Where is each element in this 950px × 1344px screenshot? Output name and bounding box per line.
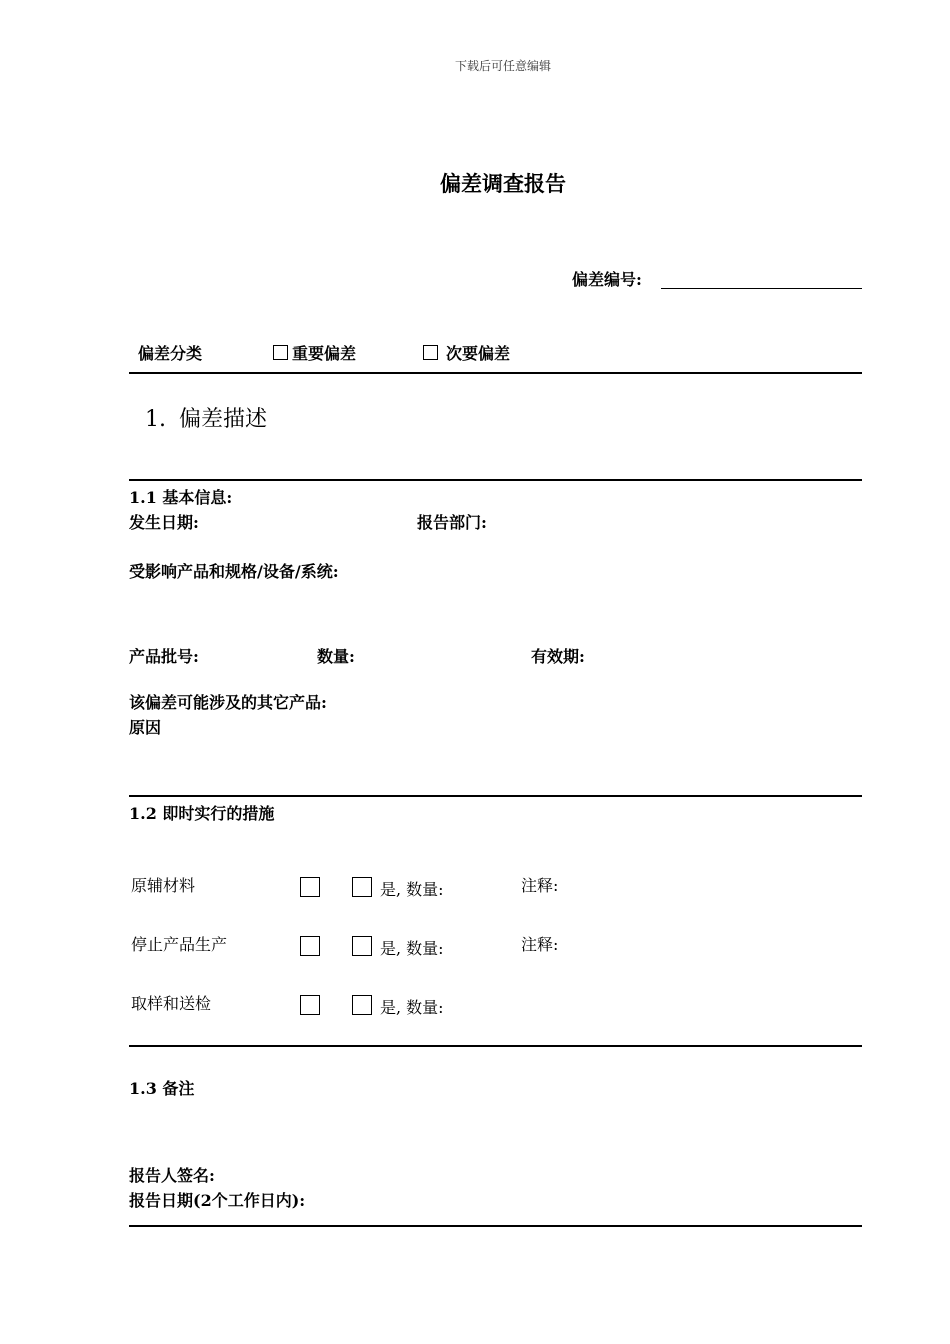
major-deviation-option[interactable] — [273, 341, 356, 364]
minor-deviation-label: 次要偏差 — [446, 344, 511, 363]
basic-info-heading: 1.1 基本信息: — [129, 488, 233, 507]
yes-quantity-label: 是, 数量: — [380, 880, 444, 899]
no-checkbox[interactable] — [300, 936, 320, 956]
expiry-label: 有效期: — [531, 647, 585, 666]
divider — [129, 795, 862, 797]
no-checkbox[interactable] — [300, 995, 320, 1015]
yes-quantity-label: 是, 数量: — [380, 939, 444, 958]
note-label: 注释: — [521, 935, 559, 954]
row-label-sampling: 取样和送检 — [131, 994, 212, 1013]
row-label-stop-production: 停止产品生产 — [131, 935, 228, 954]
classification-label: 偏差分类 — [138, 344, 203, 363]
yes-checkbox[interactable] — [352, 995, 372, 1015]
batch-no-label: 产品批号: — [129, 647, 199, 666]
affected-label: 受影响产品和规格/设备/系统: — [129, 562, 339, 581]
major-deviation-label: 重要偏差 — [292, 344, 357, 363]
header-note: 下载后可任意编辑 — [454, 59, 551, 73]
no-checkbox[interactable] — [300, 877, 320, 897]
report-date-label: 报告日期(2个工作日内): — [129, 1191, 306, 1210]
divider — [129, 372, 862, 374]
immediate-actions-heading: 1.2 即时实行的措施 — [129, 804, 275, 823]
report-dept-label: 报告部门: — [417, 513, 487, 532]
checkbox-icon[interactable] — [423, 345, 438, 360]
divider — [129, 1045, 862, 1047]
remarks-heading: 1.3 备注 — [129, 1079, 195, 1098]
yes-checkbox[interactable] — [352, 877, 372, 897]
deviation-no-label: 偏差编号: — [572, 270, 642, 289]
occur-date-label: 发生日期: — [129, 513, 199, 532]
signature-label: 报告人签名: — [129, 1166, 215, 1185]
minor-deviation-option[interactable] — [423, 341, 510, 364]
checkbox-icon[interactable] — [273, 345, 288, 360]
yes-checkbox[interactable] — [352, 936, 372, 956]
divider — [129, 479, 862, 481]
deviation-no-field[interactable] — [661, 288, 862, 289]
cause-label: 原因 — [129, 718, 162, 737]
quantity-label: 数量: — [317, 647, 355, 666]
section1-title: 偏差描述 — [179, 407, 268, 432]
divider — [129, 1225, 862, 1227]
yes-quantity-label: 是, 数量: — [380, 998, 444, 1017]
note-label: 注释: — [521, 876, 559, 895]
page-title: 偏差调查报告 — [440, 171, 566, 196]
other-products-label: 该偏差可能涉及的其它产品: — [129, 693, 327, 712]
row-label-materials: 原辅材料 — [131, 876, 196, 895]
section1-number: 1. — [145, 407, 166, 432]
section1-heading — [145, 402, 267, 433]
